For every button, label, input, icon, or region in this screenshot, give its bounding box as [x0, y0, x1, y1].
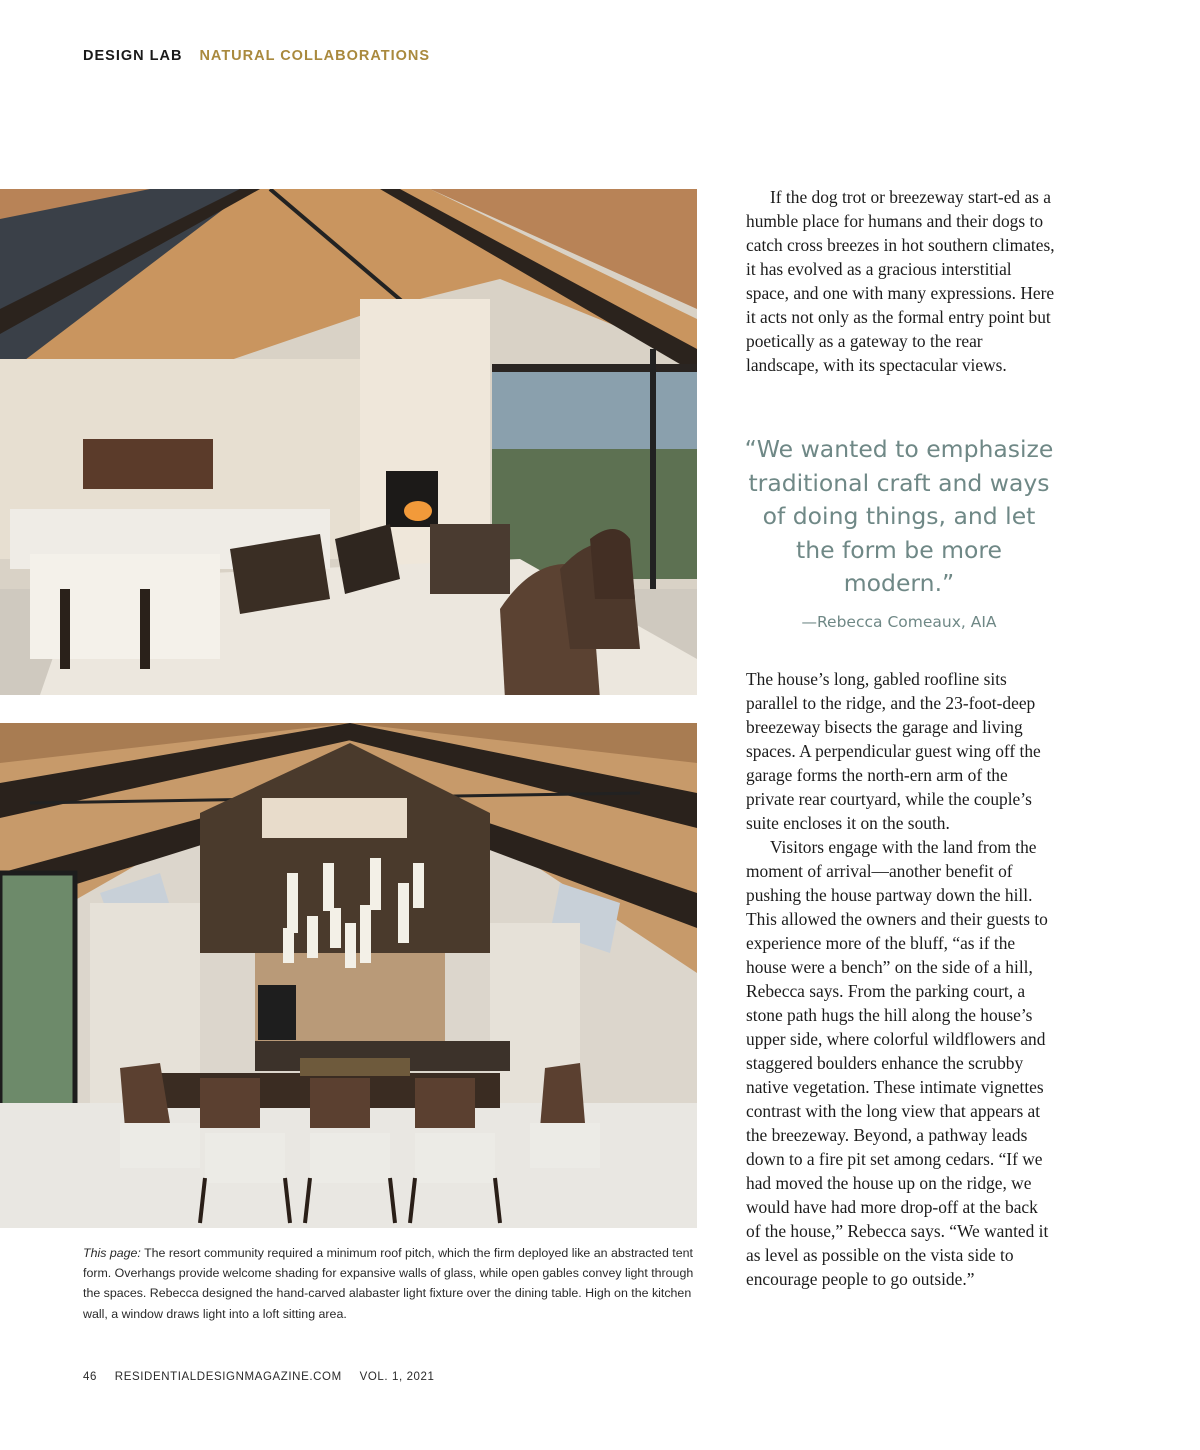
living-room-photo [0, 189, 697, 695]
caption-lead: This page: [83, 1246, 141, 1260]
photo-caption [83, 1243, 695, 1324]
footer-site: RESIDENTIALDESIGNMAGAZINE.COM [114, 1371, 342, 1383]
footer-volume: VOL. 1, 2021 [359, 1371, 435, 1383]
page-footer [83, 1371, 449, 1383]
topic-label: NATURAL COLLABORATIONS [199, 48, 431, 64]
pull-quote [740, 433, 1058, 633]
body-paragraph: Visitors engage with the land from the moment of arrival—another benefit of pushing the house partway down the hill. This allowed the owners and their guests to experience more of the bluff, “as if the house were a bench” on the side of a hill, Rebecca says. From the parking court, a stone path hugs the hill along the house’s upper side, where colorful wildflowers and staggered boulders enhance the scrubby native vegetation. These intimate vignettes contrast with the long view that appears at the breezeway. Beyond, a pathway leads down to a fire pit set among cedars. “If we had moved the house up on the ridge, we would have had more drop-off at the back of the house,” Rebecca says. “We wanted it as level as possible on the vista side to encourage people to go outside.” [746, 837, 1049, 1289]
dining-room-photo [0, 723, 697, 1228]
running-header [83, 48, 430, 64]
pull-quote-text: “We wanted to emphasize traditional craft and ways of doing things, and let the form be more modern.” [744, 435, 1054, 597]
body-column-bottom [746, 667, 1056, 1291]
section-label: DESIGN LAB [83, 48, 183, 64]
caption-text: The resort community required a minimum roof pitch, which the firm deployed like an abstracted tent form. Overhangs provide welcome shading for expansive walls of glass, while open gables convey light through the spaces. Rebecca designed the hand-carved alabaster light fixture over the dining table. High on the kitchen wall, a window draws light into a loft sitting area. [83, 1246, 694, 1321]
body-column-top [746, 185, 1056, 377]
body-paragraph: If the dog trot or breezeway start-ed as a humble place for humans and their dogs to catch cross breezes in hot southern climates, it has evolved as a gracious interstitial space, and one with many expressions. Here it acts not only as the formal entry point but poetically as a gateway to the rear landscape, with its spectacular views. [746, 187, 1055, 375]
body-paragraph: The house’s long, gabled roofline sits parallel to the ridge, and the 23-foot-deep breezeway bisects the garage and living spaces. A perpendicular guest wing off the garage forms the north-ern arm of the private rear courtyard, while the couple’s suite encloses it on the south. [746, 669, 1041, 833]
pull-quote-attribution: —Rebecca Comeaux, AIA [801, 612, 997, 631]
page-number: 46 [83, 1371, 97, 1383]
